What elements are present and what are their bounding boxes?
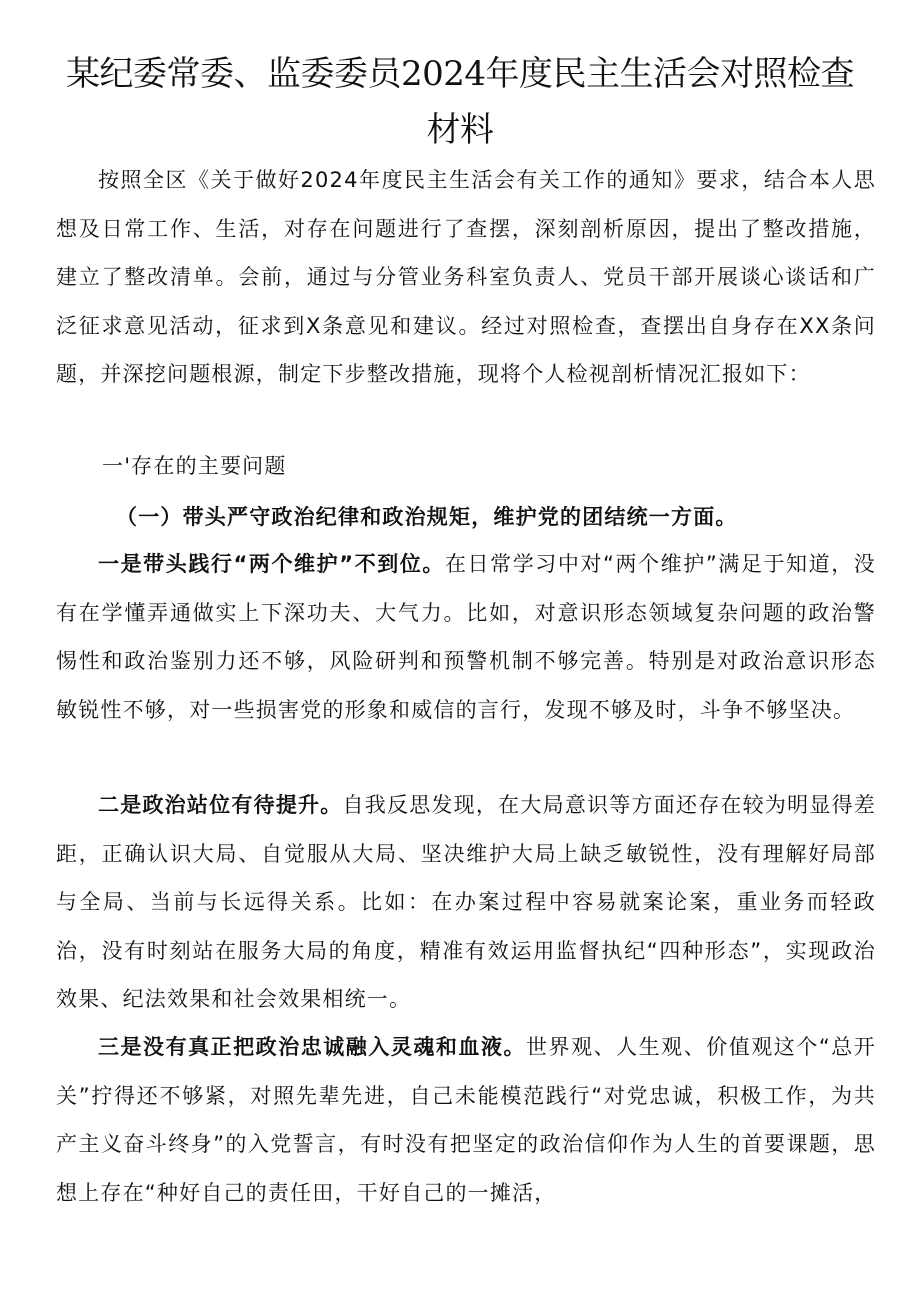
problem-paragraph-3	[56, 1023, 876, 1217]
problem-paragraph-1	[56, 540, 876, 734]
subsection-heading: （一）带头严守政治纪律和政治规矩，维护党的团结统一方面。	[116, 505, 738, 529]
problem-body-3: 世界观、人生观、价值观这个“总开关”拧得还不够紧，对照先辈先进，自己未能模范践行“对党忠诚，积极工作，为共产主义奋斗终身”的入党誓言，有时没有把坚定的政治信仰作为人生的首要课题，思想上存在“种好自己的责任田，干好自己的一摊活，	[56, 1035, 876, 1205]
intro-paragraph: 按照全区《关于做好2024年度民主生活会有关工作的通知》要求，结合本人思想及日常工作、生活，对存在问题进行了查摆，深刻剖析原因，提出了整改措施，建立了整改清单。会前，通过与分管业务科室负责人、党员干部开展谈心谈话和广泛征求意见活动，征求到X条意见和建议。经过对照检查，查摆出自身存在XX条问题，并深挖问题根源，制定下步整改措施，现将个人检视剖析情况汇报如下：	[56, 168, 876, 386]
document-title: 某纪委常委、监委委员2024年度民主生活会对照检查材料	[65, 54, 855, 150]
problem-paragraph-2	[56, 781, 876, 1024]
problem-body-1: 在日常学习中对“两个维护”满足于知道，没有在学懂弄通做实上下深功夫、大气力。比如，对意识形态领域复杂问题的政治警惕性和政治鉴别力还不够，风险研判和预警机制不够完善。特别是对政治意识形态敏锐性不够，对一些损害党的形象和威信的言行，发现不够及时，斗争不够坚决。	[56, 552, 876, 722]
problem-lead-2: 二是政治站位有待提升。	[98, 793, 343, 817]
section-heading: 一'存在的主要问题	[102, 454, 287, 478]
problem-lead-1: 一是带头践行“两个维护”不到位。	[98, 552, 445, 576]
problem-body-2: 自我反思发现，在大局意识等方面还存在较为明显得差距，正确认识大局、自觉服从大局、坚决维护大局上缺乏敏锐性，没有理解好局部与全局、当前与长远得关系。比如：在办案过程中容易就案论案，重业务而轻政治，没有时刻站在服务大局的角度，精准有效运用监督执纪“四种形态”，实现政治效果、纪法效果和社会效果相统一。	[56, 793, 876, 1011]
problem-lead-3: 三是没有真正把政治忠诚融入灵魂和血液。	[98, 1035, 527, 1059]
